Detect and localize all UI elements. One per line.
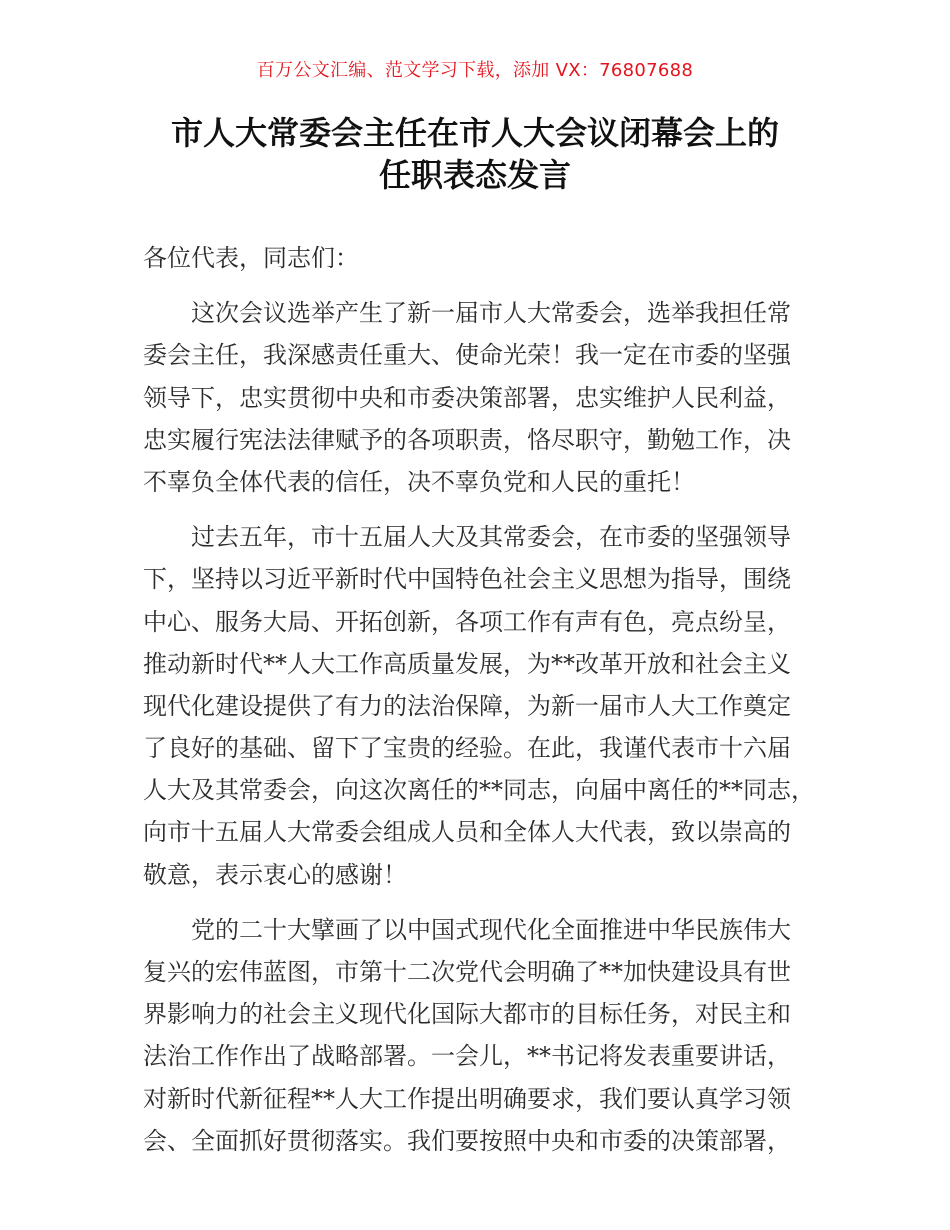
- paragraph-line: 法治工作作出了战略部署。一会儿，**书记将发表重要讲话，: [143, 1042, 791, 1071]
- document-body: [143, 237, 813, 1162]
- paragraph-line: 这次会议选举产生了新一届市人大常委会，选举我担任常: [191, 299, 791, 328]
- paragraph-line: 不辜负全体代表的信任，决不辜负党和人民的重托！: [143, 467, 695, 496]
- paragraph-line: 敬意，表示衷心的感谢！: [143, 860, 407, 889]
- paragraph-line: 过去五年，市十五届人大及其常委会，在市委的坚强领导: [191, 523, 791, 552]
- watermark-banner: 百万公文汇编、范文学习下载，添加 VX：76807688: [256, 60, 694, 81]
- salutation: 各位代表，同志们：: [143, 244, 359, 272]
- paragraph-line: 领导下，忠实贯彻中央和市委决策部署，忠实维护人民利益，: [143, 383, 791, 412]
- paragraph-line: 推动新时代**人大工作高质量发展，为**改革开放和社会主义: [143, 649, 791, 678]
- paragraph-3: [143, 909, 813, 1162]
- paragraph-line: 下，坚持以习近平新时代中国特色社会主义思想为指导，围绕: [143, 565, 791, 594]
- paragraph-line: 了良好的基础、留下了宝贵的经验。在此，我谨代表市十六届: [143, 734, 791, 763]
- paragraph-line: 会、全面抓好贯彻落实。我们要按照中央和市委的决策部署，: [143, 1126, 791, 1155]
- paragraph-line: 复兴的宏伟蓝图，市第十二次党代会明确了**加快建设具有世: [143, 958, 791, 986]
- document-title: [100, 112, 850, 196]
- paragraph-line: 委会主任，我深感责任重大、使命光荣！我一定在市委的坚强: [143, 341, 791, 370]
- paragraph-line: 现代化建设提供了有力的法治保障，为新一届市人大工作奠定: [143, 691, 791, 720]
- paragraph-line: 界影响力的社会主义现代化国际大都市的目标任务，对民主和: [143, 1000, 791, 1029]
- title-line-2: 任职表态发言: [378, 156, 571, 194]
- paragraph-1: [143, 292, 813, 503]
- paragraph-line: 忠实履行宪法法律赋予的各项职责，恪尽职守，勤勉工作，决: [143, 425, 791, 454]
- paragraph-line: 党的二十大擘画了以中国式现代化全面推进中华民族伟大: [191, 915, 791, 944]
- paragraph-line: 向市十五届人大常委会组成人员和全体人大代表，致以崇高的: [143, 818, 791, 847]
- paragraph-2: [143, 516, 813, 896]
- title-line-1: 市人大常委会主任在市人大会议闭幕会上的: [170, 114, 779, 152]
- paragraph-line: 中心、服务大局、开拓创新，各项工作有声有色，亮点纷呈，: [143, 607, 791, 636]
- paragraph-line: 对新时代新征程**人大工作提出明确要求，我们要认真学习领: [143, 1084, 791, 1113]
- paragraph-line: 人大及其常委会，向这次离任的**同志，向届中离任的**同志，: [143, 776, 815, 805]
